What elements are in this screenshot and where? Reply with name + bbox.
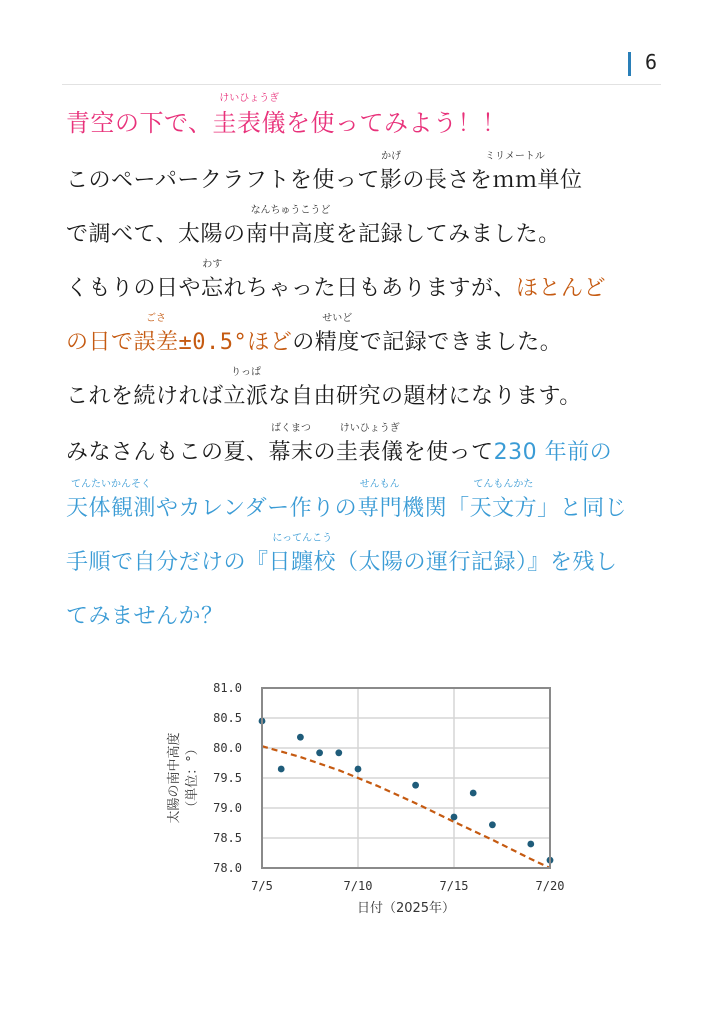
y-tick-label: 78.5 <box>213 831 242 845</box>
text-run: の <box>292 330 315 355</box>
ruby-base: 忘 <box>201 276 224 301</box>
ruby-nittenkou <box>268 533 337 578</box>
chart-ticks <box>213 681 564 893</box>
text-run: これを続ければ <box>66 384 224 409</box>
text-run: このペーパークラフトを使って <box>66 168 380 193</box>
ruby-tenmonkata <box>469 479 538 524</box>
ruby-base: 天文方 <box>469 496 538 521</box>
ruby-base: 影 <box>379 168 403 193</box>
text-line-4 <box>66 313 563 358</box>
ruby-text: わす <box>202 259 223 270</box>
ruby-wasu <box>201 259 224 304</box>
ruby-base: 天体観測 <box>66 496 157 521</box>
text-run: の <box>313 440 337 465</box>
ruby-text: せいど <box>322 313 353 324</box>
ruby-base: 立派 <box>223 384 269 409</box>
page-header <box>62 48 661 85</box>
ruby-seido <box>314 313 360 358</box>
data-point <box>297 734 304 741</box>
text-line-9 <box>66 602 224 632</box>
text-run: 単位 <box>537 168 583 193</box>
ruby-text: なんちゅうこうど <box>250 205 331 216</box>
y-axis-title-line2: （単位：°） <box>185 742 200 814</box>
text-run: な自由研究の題材になります。 <box>268 384 582 409</box>
text-line-8 <box>66 533 618 578</box>
text-run: てみませんか？ <box>66 604 224 629</box>
ruby-nanchuukoudo <box>245 205 336 250</box>
text-line-2 <box>66 205 561 250</box>
data-point <box>355 766 362 773</box>
data-point <box>451 814 458 821</box>
y-tick-label: 81.0 <box>213 681 242 695</box>
ruby-mm <box>485 151 545 196</box>
ruby-base: 日躔校 <box>268 550 337 575</box>
text-run: で調べて、太陽の <box>66 222 246 247</box>
ruby-keihyougi-2 <box>336 423 404 468</box>
data-point <box>316 749 323 756</box>
ruby-tentaikansoku <box>66 479 157 524</box>
ruby-base: 幕末 <box>268 440 314 465</box>
text-run: やカレンダー作りの <box>156 496 358 521</box>
ruby-base: 南中高度 <box>245 222 336 247</box>
text-run: を使って <box>403 440 494 465</box>
text-run: で記録できました。 <box>359 330 563 355</box>
y-tick-label: 78.0 <box>213 861 242 875</box>
text-run: みなさんもこの夏、 <box>66 440 269 465</box>
highlight-text: ほとんど <box>516 276 607 301</box>
y-tick-label: 79.0 <box>213 801 242 815</box>
data-point <box>278 766 285 773</box>
text-line-1 <box>66 151 583 196</box>
data-point <box>470 790 477 797</box>
ruby-text: てんたいかんそく <box>71 479 151 490</box>
ruby-text: ばくまつ <box>271 423 312 434</box>
text-run: 」と同じ <box>537 496 628 521</box>
unit-mm: ｍｍ <box>492 168 538 193</box>
x-tick-label: 7/20 <box>535 879 565 893</box>
chart-grid <box>262 688 550 868</box>
highlight-text: 230 年前の <box>493 440 613 465</box>
x-axis-title: 日付（2025年） <box>356 901 456 916</box>
title-pre: 青空の下で、 <box>66 109 213 137</box>
ruby-senmon <box>357 479 403 524</box>
data-point <box>527 841 534 848</box>
data-point <box>489 821 496 828</box>
x-tick-label: 7/10 <box>343 879 373 893</box>
text-run: （太陽の運行記録）』を残し <box>336 550 618 575</box>
highlight-text: の日で <box>66 330 134 355</box>
text-run: を記録してみました。 <box>335 222 561 247</box>
y-tick-label: 79.5 <box>213 771 242 785</box>
altitude-chart <box>150 670 580 930</box>
ruby-text: けいひょうぎ <box>339 423 400 434</box>
ruby-base: 圭表儀 <box>336 440 404 465</box>
ruby-text: りっぱ <box>231 367 262 378</box>
ruby-keihyougi <box>212 93 287 138</box>
y-tick-label: 80.0 <box>213 741 242 755</box>
y-tick-label: 80.5 <box>213 711 242 725</box>
ruby-rippa <box>223 367 269 412</box>
text-line-6 <box>66 423 613 468</box>
ruby-text: ごさ <box>146 313 167 324</box>
text-run: れちゃった日もありますが、 <box>223 276 517 301</box>
text-line-5 <box>66 367 582 412</box>
text-run: 手順で自分だけの『 <box>66 550 269 575</box>
text-run: の長さを <box>402 168 493 193</box>
ruby-text: せんもん <box>359 479 400 490</box>
x-tick-label: 7/15 <box>439 879 469 893</box>
data-point <box>335 749 342 756</box>
ruby-base: 精度 <box>314 330 360 355</box>
ruby-text: てんもんかた <box>473 479 534 490</box>
chart-points-layer <box>259 718 554 864</box>
chart-trend-layer <box>262 746 550 868</box>
ruby-base: 専門 <box>357 496 403 521</box>
page-number-bar <box>628 52 631 76</box>
page-title <box>66 93 507 138</box>
ruby-bakumatsu <box>268 423 314 468</box>
text-line-3 <box>66 259 607 304</box>
title-ruby: けいひょうぎ <box>219 93 280 104</box>
ruby-text: かげ <box>381 151 402 162</box>
ruby-text: ミリメートル <box>485 151 545 162</box>
ruby-text: にってんこう <box>272 533 333 544</box>
y-axis-title-line1: 太陽の南中高度 <box>167 732 182 824</box>
page-number: 6 <box>644 50 657 74</box>
ruby-kage <box>379 151 403 196</box>
trend-line <box>262 746 550 868</box>
title-base: 圭表儀 <box>212 109 287 137</box>
text-run: 機関「 <box>402 496 470 521</box>
text-run: くもりの日や <box>66 276 202 301</box>
x-tick-label: 7/5 <box>251 879 273 893</box>
highlight-text: ±0.5°ほど <box>178 330 293 355</box>
text-line-7 <box>66 479 628 524</box>
ruby-base: 誤差 <box>133 330 179 355</box>
ruby-gosa <box>133 313 179 358</box>
data-point <box>412 782 419 789</box>
title-post: を使ってみよう！！ <box>286 109 507 137</box>
